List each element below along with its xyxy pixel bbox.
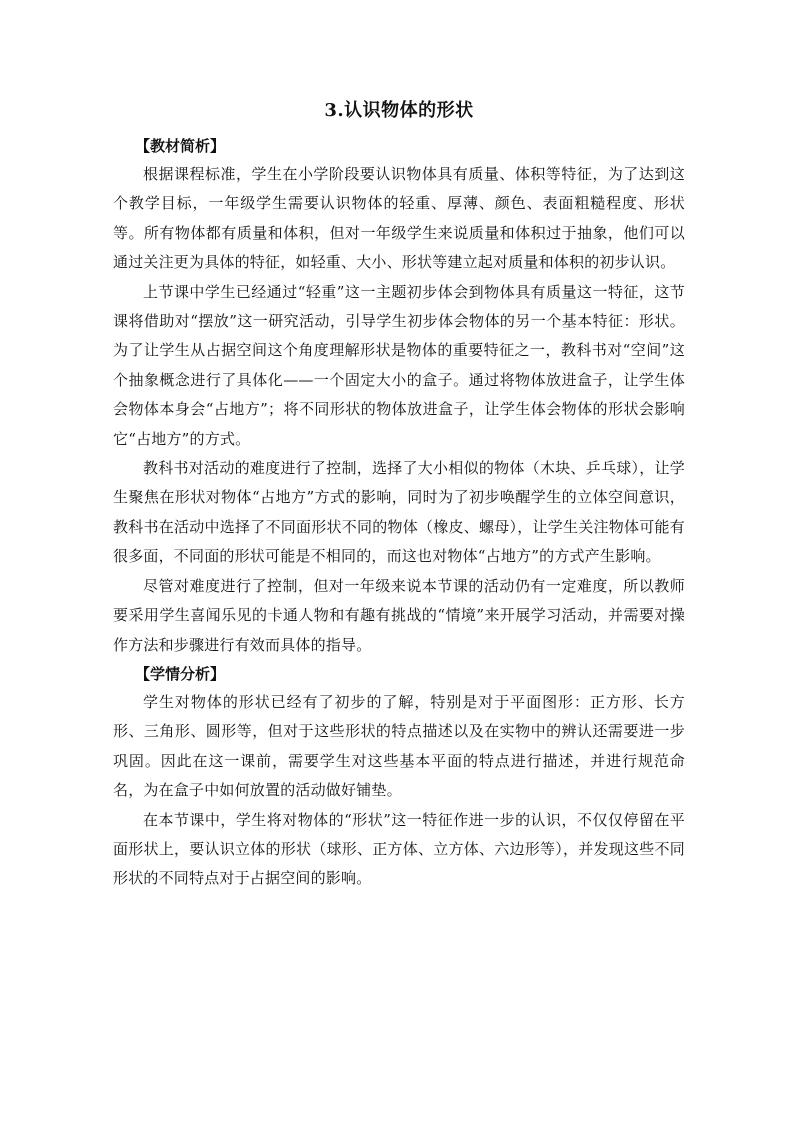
section-textbook-analysis: [113, 132, 685, 660]
paragraph: 尽管对难度进行了控制，但对一年级来说本节课的活动仍有一定难度，所以教师要采用学生喜闻乐见的卡通人物和有趣有挑战的“情境”来开展学习活动，并需要对操作方法和步骤进行有效而具体的指导。: [113, 576, 685, 654]
document-content: [113, 98, 685, 894]
paragraph: 学生对物体的形状已经有了初步的了解，特别是对于平面图形：正方形、长方形、三角形、圆形等，但对于这些形状的特点描述以及在实物中的辨认还需要进一步巩固。因此在这一课前，需要学生对这些基本平面的特点进行描述，并进行规范命名，为在盒子中如何放置的活动做好铺垫。: [113, 692, 685, 800]
paragraph: 教科书对活动的难度进行了控制，选择了大小相似的物体（木块、乒乓球），让学生聚焦在形状对物体“占地方”方式的影响，同时为了初步唤醒学生的立体空间意识，教科书在活动中选择了不同面形状不同的物体（橡皮、螺母），让学生关注物体可能有很多面，不同面的形状可能是不相同的，而这也对物体“占地方”的方式产生影响。: [113, 459, 685, 566]
section-heading: 【教材简析】: [135, 137, 226, 155]
paragraph: 根据课程标准，学生在小学阶段要认识物体具有质量、体积等特征，为了达到这个教学目标，一年级学生需要认识物体的轻重、厚薄、颜色、表面粗糙程度、形状等。所有物体都有质量和体积，但对一年级学生来说质量和体积过于抽象，他们可以通过关注更为具体的特征，如轻重、大小、形状等建立起对质量和体积的初步认识。: [113, 165, 685, 272]
paragraph: 在本节课中，学生将对物体的“形状”这一特征作进一步的认识，不仅仅停留在平面形状上，要认识立体的形状（球形、正方体、立方体、六边形等），并发现这些不同形状的不同特点对于占据空间的影响。: [113, 810, 685, 888]
section-heading: 【学情分析】: [135, 664, 226, 683]
paragraph: 上节课中学生已经通过“轻重”这一主题初步体会到物体具有质量这一特征，这节课将借助对“摆放”这一研究活动，引导学生初步体会物体的另一个基本特征：形状。为了让学生从占据空间这个角度理解形状是物体的重要特征之一，教科书对“空间”这个抽象概念进行了具体化——一个固定大小的盒子。通过将物体放进盒子，让学生体会物体本身会“占地方”；将不同形状的物体放进盒子，让学生体会物体的形状会影响它“占地方”的方式。: [113, 282, 685, 448]
document-title: 3.认识物体的形状: [324, 100, 474, 121]
section-learner-analysis: [113, 660, 685, 894]
